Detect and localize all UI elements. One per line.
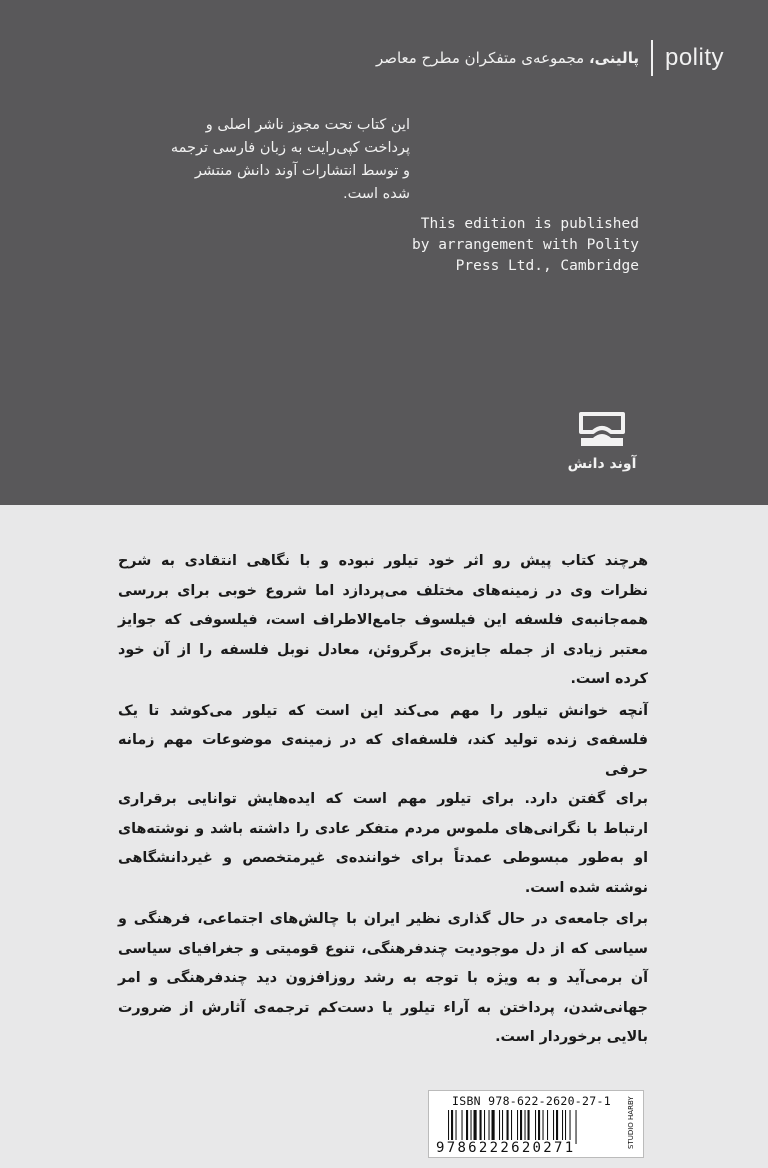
blurb-line: کرده است. [570, 671, 648, 687]
persian-rights-notice [160, 114, 410, 206]
notice-line: Press Ltd., Cambridge [455, 258, 639, 274]
blurb-line: آنچه خوانش تیلور را مهم می‌کند این است که تیلور می‌کوشد تا یک [118, 702, 648, 719]
blurb-line: برای جامعه‌ی در حال گذاری نظیر ایران با چالش‌های اجتماعی، فرهنگی و [118, 911, 648, 927]
isbn-number: ISBN 978-622-2620-27-1 [452, 1094, 611, 1108]
barcode-icon [448, 1110, 624, 1144]
notice-line: by arrangement with Polity [412, 237, 639, 253]
series-header [376, 40, 724, 76]
back-cover-blurb [118, 547, 648, 1055]
publisher-logo-icon [578, 410, 626, 450]
blurb-line: بالایی برخوردار است. [495, 1029, 648, 1045]
notice-line: پرداخت کپی‌رایت به زبان فارسی ترجمه [170, 140, 410, 156]
blurb-line: همه‌جانبه‌ی فلسفه این فیلسوف جامع‌الاطراف است، فیلسوفی که جوایز [118, 612, 648, 628]
notice-line: شده است. [343, 186, 410, 202]
studio-credit: STUDIO HARBY [627, 1096, 635, 1150]
polity-logo: polity [664, 44, 724, 71]
notice-line: این کتاب تحت مجوز ناشر اصلی و [205, 117, 410, 133]
blurb-line: فلسفه‌ی زنده تولید کند، فلسفه‌ای که در زمینه‌ی موضوعات مهم زمانه حرفی [118, 732, 648, 778]
blurb-paragraph [118, 547, 648, 695]
blurb-line: هرچند کتاب پیش رو اثر خود تیلور نبوده و با نگاهی انتقادی به شرح [118, 553, 648, 569]
english-rights-notice [359, 214, 639, 277]
blurb-line: معتبر زیادی از جمله جایزه‌ی برگروئن، معادل نوبل فلسفه را از آن خود [118, 641, 648, 658]
series-title: پالینی، مجموعه‌ی متفکران مطرح معاصر [375, 49, 639, 67]
blurb-paragraph [118, 905, 648, 1053]
blurb-line: سیاسی که از دل موجودیت چندفرهنگی، تنوع قومیتی و جغرافیای سیاسی [118, 940, 648, 957]
blurb-line: جهانی‌شدن، پرداختن به آراء تیلور یا دست‌کم ترجمه‌ی آثارش از ضرورت [118, 999, 648, 1016]
blurb-line: نوشته شده است. [524, 879, 648, 896]
blurb-paragraph [118, 697, 648, 904]
blurb-line: آن برمی‌آید و به ویژه با توجه به رشد روزافزون دید چندفرهنگی و امر [118, 970, 648, 986]
blurb-line: ارتباط با نگرانی‌های ملموس مردم متفکر عادی را داشته باشد و نوشته‌های [118, 820, 648, 837]
blurb-line: او به‌طور مبسوطی عمدتاً برای خواننده‌ی غیرمتخصص و غیردانشگاهی [118, 850, 648, 866]
blurb-line: برای گفتن دارد. برای تیلور مهم است که ایده‌هایش توانایی برقراری [118, 791, 648, 807]
notice-line: و توسط انتشارات آوند دانش منتشر [194, 163, 410, 179]
blurb-line: نظرات وی در زمینه‌های مختلف می‌پردازد اما شروع خوبی برای بررسی [118, 582, 648, 599]
publisher-name: آوند دانش [567, 456, 637, 472]
notice-line: This edition is published [420, 216, 639, 232]
header-divider [651, 40, 653, 76]
barcode-digits: 9786222620271 [436, 1140, 576, 1156]
